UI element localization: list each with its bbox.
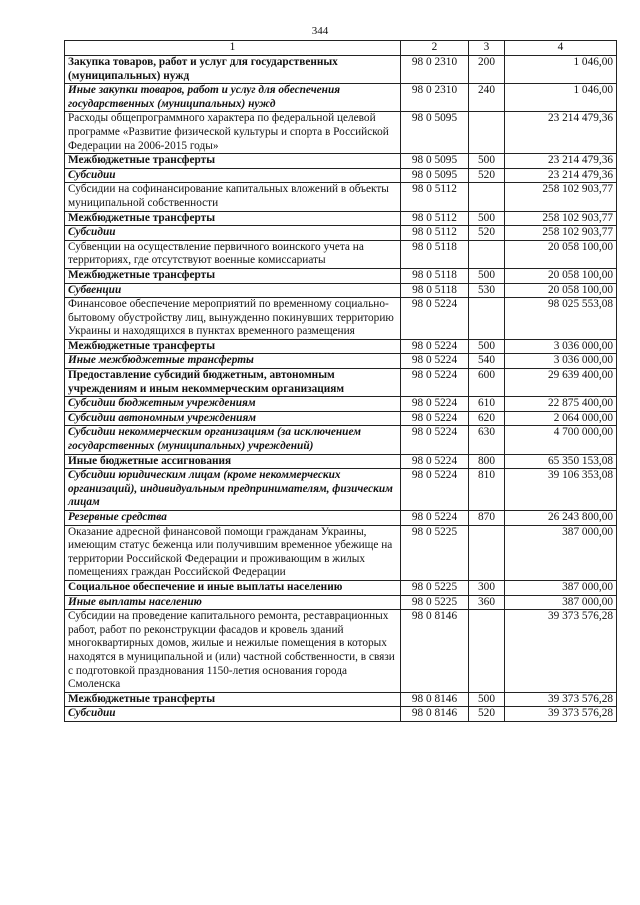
- row-code: 98 0 5225: [401, 580, 469, 595]
- row-group: 630: [469, 426, 505, 454]
- row-sum: 2 064 000,00: [505, 411, 617, 426]
- table-row: [65, 183, 617, 211]
- row-group: 600: [469, 369, 505, 397]
- table-row: [65, 580, 617, 595]
- row-code: 98 0 8146: [401, 610, 469, 693]
- row-group: 300: [469, 580, 505, 595]
- row-code: 98 0 8146: [401, 692, 469, 707]
- row-name: Субсидии автономным учреждениям: [65, 411, 401, 426]
- row-sum: 22 875 400,00: [505, 397, 617, 412]
- row-name: Межбюджетные трансферты: [65, 692, 401, 707]
- header-col-1: 1: [65, 41, 401, 56]
- row-sum: 3 036 000,00: [505, 354, 617, 369]
- row-sum: 98 025 553,08: [505, 298, 617, 340]
- row-name: Иные бюджетные ассигнования: [65, 454, 401, 469]
- row-sum: 258 102 903,77: [505, 183, 617, 211]
- row-name: Иные выплаты населению: [65, 595, 401, 610]
- row-code: 98 0 5095: [401, 168, 469, 183]
- row-code: 98 0 5225: [401, 525, 469, 580]
- table-row: [65, 354, 617, 369]
- table-row: [65, 168, 617, 183]
- row-name: Расходы общепрограммного характера по федеральной целевой программе «Развитие физической культуры и спорта в Российской Федерации на 2006-2015 годы»: [65, 112, 401, 154]
- row-name: Закупка товаров, работ и услуг для государственных (муниципальных) нужд: [65, 56, 401, 84]
- table-row: [65, 112, 617, 154]
- row-sum: 23 214 479,36: [505, 168, 617, 183]
- row-name: Субсидии: [65, 226, 401, 241]
- row-sum: 387 000,00: [505, 595, 617, 610]
- row-group: 200: [469, 56, 505, 84]
- row-code: 98 0 5224: [401, 511, 469, 526]
- row-group: 520: [469, 707, 505, 722]
- table-row: [65, 511, 617, 526]
- table-row: [65, 298, 617, 340]
- row-code: 98 0 2310: [401, 84, 469, 112]
- row-code: 98 0 5225: [401, 595, 469, 610]
- row-group: 870: [469, 511, 505, 526]
- row-name: Межбюджетные трансферты: [65, 339, 401, 354]
- row-group: [469, 112, 505, 154]
- row-code: 98 0 5224: [401, 411, 469, 426]
- row-name: Иные закупки товаров, работ и услуг для обеспечения государственных (муниципальных) нужд: [65, 84, 401, 112]
- row-code: 98 0 5224: [401, 339, 469, 354]
- row-group: 800: [469, 454, 505, 469]
- row-group: 500: [469, 154, 505, 169]
- row-name: Межбюджетные трансферты: [65, 154, 401, 169]
- row-sum: 258 102 903,77: [505, 226, 617, 241]
- row-name: Субсидии некоммерческим организациям (за исключением государственных (муниципальных) учреждений): [65, 426, 401, 454]
- row-group: [469, 525, 505, 580]
- table-row: [65, 397, 617, 412]
- row-name: Оказание адресной финансовой помощи гражданам Украины, имеющим статус беженца или получившим временное убежище на территории Российской Федерации и проживающим в жилых помещениях граждан Российской Федерации: [65, 525, 401, 580]
- table-row: [65, 154, 617, 169]
- row-group: 360: [469, 595, 505, 610]
- budget-table: [64, 40, 617, 722]
- row-name: Резервные средства: [65, 511, 401, 526]
- row-group: [469, 183, 505, 211]
- row-sum: 39 373 576,28: [505, 692, 617, 707]
- row-sum: 26 243 800,00: [505, 511, 617, 526]
- table-row: [65, 707, 617, 722]
- row-code: 98 0 5118: [401, 240, 469, 268]
- table-body: [65, 56, 617, 722]
- row-sum: 23 214 479,36: [505, 112, 617, 154]
- row-name: Социальное обеспечение и иные выплаты населению: [65, 580, 401, 595]
- row-group: 240: [469, 84, 505, 112]
- row-name: Межбюджетные трансферты: [65, 211, 401, 226]
- row-code: 98 0 5112: [401, 226, 469, 241]
- row-name: Иные межбюджетные трансферты: [65, 354, 401, 369]
- row-sum: 23 214 479,36: [505, 154, 617, 169]
- table-row: [65, 56, 617, 84]
- row-sum: 20 058 100,00: [505, 240, 617, 268]
- table-row: [65, 84, 617, 112]
- page-number: 344: [311, 25, 329, 37]
- table-row: [65, 240, 617, 268]
- row-name: Субсидии на софинансирование капитальных вложений в объекты муниципальной собственности: [65, 183, 401, 211]
- table-row: [65, 369, 617, 397]
- row-name: Субсидии: [65, 707, 401, 722]
- row-sum: 20 058 100,00: [505, 268, 617, 283]
- row-sum: 39 373 576,28: [505, 610, 617, 693]
- row-sum: 1 046,00: [505, 84, 617, 112]
- row-name: Субвенции на осуществление первичного воинского учета на территориях, где отсутствуют военные комиссариаты: [65, 240, 401, 268]
- row-sum: 258 102 903,77: [505, 211, 617, 226]
- row-group: 530: [469, 283, 505, 298]
- row-group: 500: [469, 211, 505, 226]
- row-code: 98 0 5095: [401, 154, 469, 169]
- table-row: [65, 454, 617, 469]
- row-sum: 387 000,00: [505, 525, 617, 580]
- row-sum: 39 373 576,28: [505, 707, 617, 722]
- table-row: [65, 339, 617, 354]
- row-sum: 29 639 400,00: [505, 369, 617, 397]
- row-code: 98 0 5095: [401, 112, 469, 154]
- row-group: 500: [469, 692, 505, 707]
- row-group: 520: [469, 168, 505, 183]
- header-row: [65, 41, 617, 56]
- table-row: [65, 469, 617, 511]
- row-code: 98 0 5118: [401, 268, 469, 283]
- row-sum: 3 036 000,00: [505, 339, 617, 354]
- row-sum: 20 058 100,00: [505, 283, 617, 298]
- header-col-2: 2: [401, 41, 469, 56]
- row-code: 98 0 5224: [401, 354, 469, 369]
- row-name: Субсидии: [65, 168, 401, 183]
- row-group: 540: [469, 354, 505, 369]
- row-name: Субсидии юридическим лицам (кроме некоммерческих организаций), индивидуальным предпринимателям, физическим лицам: [65, 469, 401, 511]
- row-code: 98 0 5224: [401, 298, 469, 340]
- row-group: [469, 610, 505, 693]
- row-code: 98 0 2310: [401, 56, 469, 84]
- row-code: 98 0 5224: [401, 469, 469, 511]
- row-group: 620: [469, 411, 505, 426]
- row-name: Межбюджетные трансферты: [65, 268, 401, 283]
- row-name: Субсидии на проведение капитального ремонта, реставрационных работ, работ по реконструкции фасадов и кровель зданий многоквартирных домов, жилые и нежилые помещения в которых находятся в муниципальной и (или) частной собственности, в связи с подготовкой празднования 1150-летия основания города Смоленска: [65, 610, 401, 693]
- table-row: [65, 525, 617, 580]
- row-group: 520: [469, 226, 505, 241]
- row-code: 98 0 5112: [401, 183, 469, 211]
- row-sum: 4 700 000,00: [505, 426, 617, 454]
- row-code: 98 0 5224: [401, 426, 469, 454]
- table-row: [65, 411, 617, 426]
- row-name: Субвенции: [65, 283, 401, 298]
- table-row: [65, 283, 617, 298]
- row-name: Предоставление субсидий бюджетным, автономным учреждениям и иным некоммерческим организациям: [65, 369, 401, 397]
- row-group: [469, 298, 505, 340]
- table-row: [65, 268, 617, 283]
- row-code: 98 0 5224: [401, 397, 469, 412]
- row-code: 98 0 5118: [401, 283, 469, 298]
- header-col-4: 4: [505, 41, 617, 56]
- header-col-3: 3: [469, 41, 505, 56]
- row-code: 98 0 8146: [401, 707, 469, 722]
- row-code: 98 0 5112: [401, 211, 469, 226]
- row-group: 500: [469, 268, 505, 283]
- table-row: [65, 595, 617, 610]
- row-code: 98 0 5224: [401, 454, 469, 469]
- row-name: Финансовое обеспечение мероприятий по временному социально-бытовому обустройству лиц, вынужденно покинувших территорию Украины и находящихся в пунктах временного размещения: [65, 298, 401, 340]
- row-group: 810: [469, 469, 505, 511]
- table-row: [65, 610, 617, 693]
- table-row: [65, 426, 617, 454]
- row-sum: 39 106 353,08: [505, 469, 617, 511]
- row-sum: 1 046,00: [505, 56, 617, 84]
- row-group: 500: [469, 339, 505, 354]
- table-row: [65, 211, 617, 226]
- table-row: [65, 226, 617, 241]
- row-group: 610: [469, 397, 505, 412]
- row-name: Субсидии бюджетным учреждениям: [65, 397, 401, 412]
- row-sum: 387 000,00: [505, 580, 617, 595]
- row-group: [469, 240, 505, 268]
- row-code: 98 0 5224: [401, 369, 469, 397]
- table-row: [65, 692, 617, 707]
- row-sum: 65 350 153,08: [505, 454, 617, 469]
